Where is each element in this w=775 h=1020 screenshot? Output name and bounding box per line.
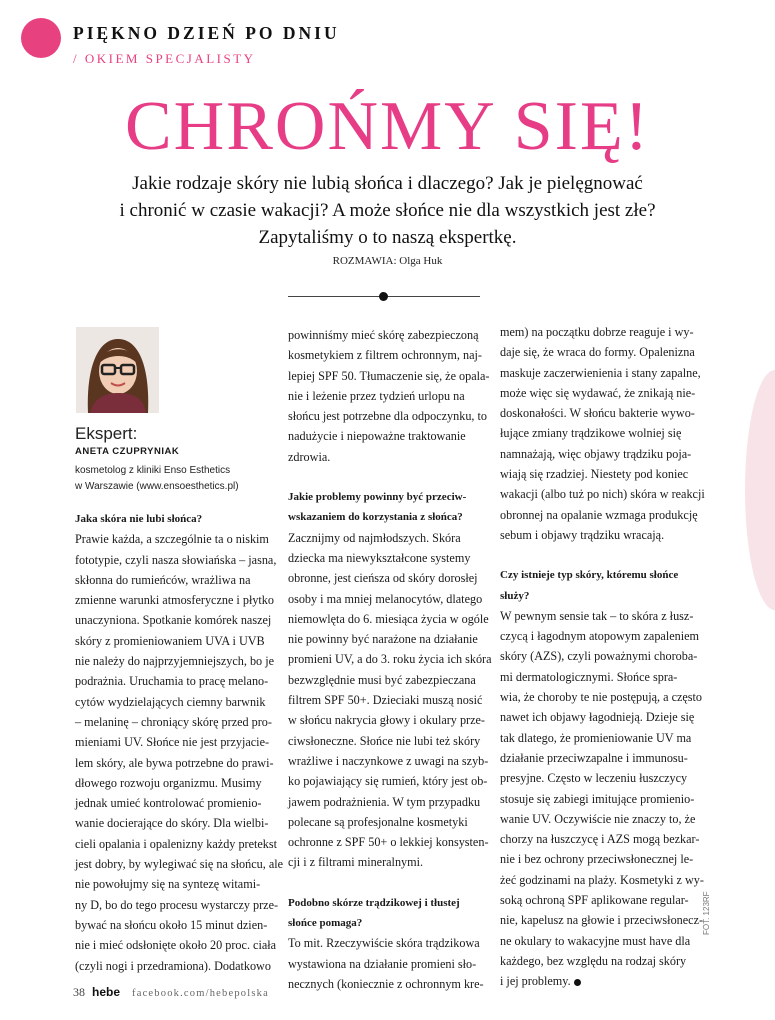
text-line: To mit. Rzeczywiście skóra trądzikowa — [288, 936, 480, 951]
text-line: kosmetykiem z filtrem ochronnym, naj- — [288, 348, 482, 363]
expert-name: ANETA CZUPRYNIAK — [75, 446, 180, 457]
text-line: filtrem SPF 50+. Dzieciaki muszą nosić — [288, 693, 483, 708]
section-dot — [21, 18, 61, 58]
text-line: mieniami UV. Słońce nie jest przyjacie- — [75, 735, 270, 750]
text-line: cytów wydzielających ciemny barwnik — [75, 694, 266, 709]
text-line: mem) na początku dobrze reaguje i wy- — [500, 325, 694, 339]
question-line: Podobno skórze trądzikowej i tłustej — [288, 896, 460, 909]
text-line: nie powinny być narażone na działanie — [288, 632, 478, 647]
text-line: lepiej SPF 50. Tłumaczenie się, że opala- — [288, 368, 490, 383]
text-line: dziecka ma niewykształcone systemy — [288, 550, 471, 565]
text-line: wrażliwe i naczynkowe z uwagi na szyb- — [288, 753, 489, 768]
article-headline: CHROŃMY SIĘ! — [124, 88, 651, 165]
text-line: doskonałości. W słońcu bakterie wywo- — [500, 406, 695, 421]
text-line: cji i z filtrami mineralnymi. — [288, 855, 424, 870]
text-line: wiają się rzadziej. Niestety pod koniec — [500, 467, 689, 482]
expert-desc-line: kosmetolog z kliniki Enso Esthetics — [75, 465, 231, 476]
article-column-2 — [288, 325, 492, 994]
text-line: wystawiona na działanie promieni sło- — [288, 956, 477, 971]
text-line: dłowego rozwoju organizmu. Musimy — [75, 775, 262, 790]
text-line: fototypie, czyli nasza słowiańska – jasna, — [75, 552, 277, 567]
text-line: zdrowia. — [288, 449, 331, 464]
text-line: wakacji (albo tuż po nich) skóra w reakcji — [500, 487, 705, 502]
text-line: jednak umieć kontrolować promienio- — [75, 796, 262, 811]
text-line: bezwzględnie musi być zabezpieczana — [288, 672, 476, 687]
article-column-3 — [500, 322, 705, 992]
text-line: podrażnia. Uruchamia to pracę melano- — [75, 674, 269, 689]
interview-credit: ROZMAWIA: Olga Huk — [332, 255, 443, 267]
text-line: presyjne. Często w leczeniu łuszczycy — [500, 771, 688, 786]
text-line: ciwsłoneczne. Słońce nie lubi też skóry — [288, 733, 481, 748]
text-line: nie powołujmy się na syntezę witami- — [75, 877, 261, 892]
edge-decoration — [745, 370, 775, 610]
article-column-1 — [75, 509, 284, 976]
text-line: wanie UV. Oczywiście nie znaczy to, że — [500, 811, 696, 826]
text-line: czycą i łagodnym atopowym zapaleniem — [500, 629, 699, 644]
question-line: Czy istnieje typ skóry, któremu słońce — [500, 569, 679, 582]
text-line: necznych (koniecznie z ochronnym kre- — [288, 976, 484, 991]
text-line: jawem podrażnienia. W tym przypadku — [288, 794, 481, 809]
text-line: żeć godzinami na plaży. Kosmetyki z wy- — [500, 872, 704, 887]
text-line: łujące zmiany trądzikowe wolniej się — [500, 426, 682, 441]
text-line: namnażają, więc objawy trądziku poja- — [500, 446, 692, 461]
text-line: tak dlatego, że promieniowanie UV ma — [500, 730, 692, 745]
text-line: cieli opalania i opalenizny każdy pretekst — [75, 836, 278, 851]
text-line: nie należy do najprzyjemniejszych, bo je — [75, 654, 274, 669]
article-lead — [100, 170, 675, 251]
text-line: jest dobry, by wylegiwać się na słońcu, ale — [75, 857, 284, 872]
text-line: – melaninę – chroniący skórę przed pro- — [75, 714, 272, 729]
text-line: lem skóry, ale bywa potrzebne do prawi- — [75, 755, 274, 770]
divider-dot — [379, 292, 388, 301]
text-line: wanie docierające do skóry. Dla wielbi- — [75, 816, 269, 831]
text-line: nie i bez ochrony przeciwsłonecznej le- — [500, 852, 694, 867]
expert-description — [75, 463, 239, 495]
text-line: maskuje zaczerwienienia i stany zapalne, — [500, 365, 701, 380]
text-line: skóry z promieniowaniem UVA i UVB — [75, 633, 265, 648]
text-line: ne okulary to wakacyjne must have dla — [500, 933, 691, 948]
expert-desc-line: w Warszawie (www.ensoesthetics.pl) — [75, 481, 239, 492]
text-line: skłonna do rumieńców, wrażliwa na — [75, 572, 251, 587]
question-line: wskazaniem do korzystania z słońca? — [288, 511, 463, 524]
text-line: nie i mieć odsłonięte około 20 proc. ciała — [75, 938, 277, 953]
text-line: powinniśmy mieć skórę zabezpieczoną — [288, 328, 479, 342]
section-title: PIĘKNO DZIEŃ PO DNIU — [73, 23, 340, 43]
text-line: nie i leżenie przez tydzień urlopu na — [288, 388, 465, 403]
paragraph-gap — [288, 873, 484, 893]
text-line: (czyli nogi i przedramiona). Dodatkowo — [75, 958, 271, 973]
expert-portrait-illustration — [76, 327, 159, 413]
question-line: słońce pomaga? — [288, 917, 363, 930]
text-line: unaczyniona. Spotkanie komórek naszej — [75, 613, 272, 628]
text-line: może więc się wydawać, że znikają nie- — [500, 385, 696, 400]
text-line: skóry (AZS), czyli poważnymi choroba- — [500, 649, 698, 664]
text-line: Prawie każda, a szczególnie ta o niskim — [75, 532, 269, 547]
text-line: nadużycie i niepoważne traktowanie — [288, 429, 466, 444]
text-line: w słońcu nakrycia głowy i okulary prze- — [288, 713, 485, 728]
text-line: i jej problemy. — [500, 974, 571, 989]
question-line: służy? — [500, 589, 530, 602]
lead-line: i chronić w czasie wakacji? A może słońce nie dla wszystkich jest złe? — [119, 200, 656, 221]
photo-credit: FOT. 123RF — [702, 891, 711, 935]
text-line: mi dermatologicznymi. Słońce spra- — [500, 669, 678, 684]
text-line: nie, kapelusz na głowie i przeciwsłonecz- — [500, 913, 704, 928]
text-line: działanie przeciwzapalne i immunosu- — [500, 750, 688, 765]
text-line: Zacznijmy od najmłodszych. Skóra — [288, 530, 461, 545]
expert-label: Ekspert: — [75, 424, 138, 443]
text-line: chorzy na łuszczycę i AZS mogą bezkar- — [500, 832, 700, 847]
text-line: ochronne z SPF 50+ o lekkiej konsysten- — [288, 835, 489, 850]
text-line: daje się, że wraca do formy. Opalenizna — [500, 345, 695, 360]
paragraph-gap — [500, 545, 696, 565]
text-line: ny D, bo do tego procesu wystarczy prze- — [75, 897, 279, 912]
text-line: osoby i ma mniej melanocytów, dlatego — [288, 591, 483, 606]
text-line: obronnej na opalanie wzmaga produkcję — [500, 507, 698, 522]
paragraph-gap — [288, 467, 484, 487]
end-mark-icon — [574, 979, 581, 986]
text-line: nawet ich objawy łagodnieją. Dzieje się — [500, 710, 695, 725]
lead-line: Jakie rodzaje skóry nie lubią słońca i dlaczego? Jak je pielęgnować — [132, 173, 643, 194]
text-line: ko pojawiający się rumień, który jest ob- — [288, 774, 488, 789]
text-line: soką ochroną SPF aplikowane regular- — [500, 893, 689, 908]
question-line: Jakie problemy powinny być przeciw- — [288, 491, 467, 504]
expert-photo — [76, 327, 159, 413]
text-line: promieni UV, a do 3. roku życia ich skóra — [288, 652, 492, 667]
text-line: niemowlęta do 6. miesiąca życia w ogóle — [288, 611, 489, 626]
text-line: W pewnym sensie tak – to skóra z łusz- — [500, 608, 694, 623]
page-footer — [73, 985, 269, 1000]
section-subtitle: / OKIEM SPECJALISTY — [73, 51, 256, 66]
lead-line: Zapytaliśmy o to naszą ekspertkę. — [258, 227, 517, 248]
text-line: sebum i objawy trądziku wracają. — [500, 527, 665, 542]
question-line: Jaka skóra nie lubi słońca? — [75, 513, 203, 525]
text-line: słońcu jest potrzebne dla odpoczynku, to — [288, 409, 488, 424]
text-line: bywać na słońcu około 15 minut dzien- — [75, 917, 268, 932]
text-line: stosuje się zabiegi imitujące promienio- — [500, 791, 695, 806]
text-line: wia, że choroby te nie postępują, a często — [500, 690, 703, 705]
text-line: obronne, jest cieńsza od skóry dorosłej — [288, 571, 478, 586]
text-line: polecane są profesjonalne kosmetyki — [288, 814, 468, 829]
page-number: 38 — [73, 985, 85, 999]
brand-logo: hebe — [92, 985, 121, 999]
text-line: każdego, bez względu na rodzaj skóry — [500, 953, 687, 968]
facebook-link[interactable]: facebook.com/hebepolska — [132, 988, 269, 999]
text-line: zmienne warunki atmosferyczne i płytko — [75, 593, 274, 608]
